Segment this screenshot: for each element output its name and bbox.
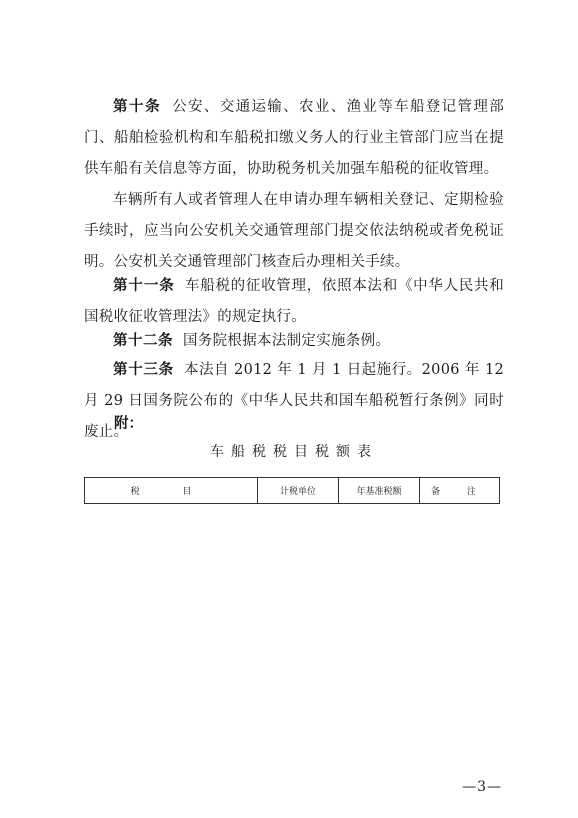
article-13-text: 本法自 2012 年 1 月 1 日起施行。2006 年 12 月 29 日国务院公布的《中华人民共和国车船税暂行条例》同时废止。 xyxy=(84,362,504,440)
article-12-paragraph xyxy=(84,326,504,357)
appendix-label: 附： xyxy=(114,416,143,432)
article-13-paragraph xyxy=(84,355,504,448)
article-13-label: 第十三条 xyxy=(113,362,174,378)
tax-rate-table xyxy=(84,477,500,504)
column-header-remarks: 备 注 xyxy=(420,478,500,504)
article-11-paragraph xyxy=(84,271,504,333)
article-10-paragraph-1 xyxy=(84,92,504,185)
article-11-label: 第十一条 xyxy=(113,278,175,294)
column-header-tax-unit: 计税单位 xyxy=(258,478,339,504)
column-header-annual-base-tax: 年基准税额 xyxy=(339,478,420,504)
article-10-text: 公安、交通运输、农业、渔业等车船登记管理部门、船舶检验机构和车船税扣缴义务人的行业主管部门应当在提供车船有关信息等方面，协助税务机关加强车船税的征收管理。 xyxy=(84,99,504,177)
column-header-tax-item: 税 目 xyxy=(85,478,258,504)
article-10-label: 第十条 xyxy=(113,99,162,115)
article-12-text: 国务院根据本法制定实施条例。 xyxy=(183,333,391,349)
article-12-label: 第十二条 xyxy=(113,333,173,349)
article-11-text: 车船税的征收管理，依照本法和《中华人民共和国税收征收管理法》的规定执行。 xyxy=(84,278,504,325)
article-10-paragraph-2: 车辆所有人或者管理人在申请办理车辆相关登记、定期检验手续时，应当向公安机关交通管理部门提交依法纳税或者免税证明。公安机关交通管理部门核查后办理相关手续。 xyxy=(84,192,504,270)
page-number: —3— xyxy=(462,779,502,795)
table-title: 车船税税目税额表 xyxy=(210,444,378,460)
table-header-row xyxy=(85,478,500,504)
